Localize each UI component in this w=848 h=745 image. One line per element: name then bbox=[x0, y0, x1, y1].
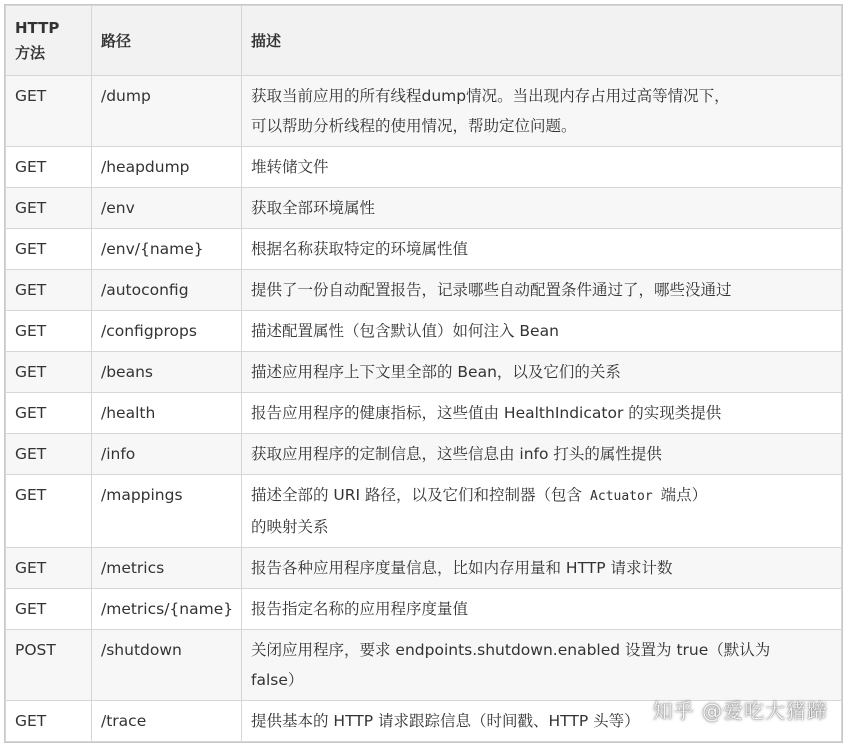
table-row bbox=[6, 270, 842, 311]
table-row bbox=[6, 548, 842, 589]
table-row bbox=[6, 589, 842, 630]
cell-method: GET bbox=[6, 270, 92, 311]
cell-method: GET bbox=[6, 434, 92, 475]
cell-method: GET bbox=[6, 311, 92, 352]
table-row bbox=[6, 630, 842, 701]
description-line: 获取当前应用的所有线程dump情况。当出现内存占用过高等情况下， bbox=[251, 87, 730, 105]
cell-description: 提供基本的 HTTP 请求跟踪信息（时间戳、HTTP 头等） bbox=[242, 701, 842, 742]
cell-method: GET bbox=[6, 352, 92, 393]
cell-method: GET bbox=[6, 475, 92, 548]
cell-path: /trace bbox=[92, 701, 242, 742]
header-row bbox=[6, 6, 842, 76]
cell-method: POST bbox=[6, 630, 92, 701]
cell-path: /configprops bbox=[92, 311, 242, 352]
cell-description: 描述应用程序上下文里全部的 Bean，以及它们的关系 bbox=[242, 352, 842, 393]
header-description: 描述 bbox=[242, 6, 842, 76]
cell-path: /beans bbox=[92, 352, 242, 393]
cell-description bbox=[242, 630, 842, 701]
cell-path: /heapdump bbox=[92, 147, 242, 188]
header-method bbox=[6, 6, 92, 76]
cell-method: GET bbox=[6, 147, 92, 188]
watermark: 知乎 @爱吃大猪蹄 bbox=[652, 699, 828, 723]
header-path: 路径 bbox=[92, 6, 242, 76]
cell-description bbox=[242, 76, 842, 147]
cell-path: /health bbox=[92, 393, 242, 434]
header-method-line1: HTTP bbox=[15, 18, 60, 37]
cell-method: GET bbox=[6, 76, 92, 147]
cell-method: GET bbox=[6, 701, 92, 742]
table-header bbox=[6, 6, 842, 76]
table-body bbox=[6, 76, 842, 742]
description-line: 关闭应用程序，要求 endpoints.shutdown.enabled 设置为 true（默认为 bbox=[251, 641, 771, 659]
cell-path: /metrics bbox=[92, 548, 242, 589]
cell-description: 获取应用程序的定制信息，这些信息由 info 打头的属性提供 bbox=[242, 434, 842, 475]
endpoint-table bbox=[5, 5, 842, 742]
cell-description: 根据名称获取特定的环境属性值 bbox=[242, 229, 842, 270]
table-row bbox=[6, 393, 842, 434]
cell-path: /dump bbox=[92, 76, 242, 147]
cell-method: GET bbox=[6, 589, 92, 630]
endpoint-table-container bbox=[4, 4, 843, 743]
cell-description: 获取全部环境属性 bbox=[242, 188, 842, 229]
table-row bbox=[6, 701, 842, 742]
table-row bbox=[6, 76, 842, 147]
cell-description: 报告应用程序的健康指标，这些值由 HealthIndicator 的实现类提供 bbox=[242, 393, 842, 434]
cell-path: /mappings bbox=[92, 475, 242, 548]
cell-description: 提供了一份自动配置报告，记录哪些自动配置条件通过了，哪些没通过 bbox=[242, 270, 842, 311]
table-row bbox=[6, 229, 842, 270]
cell-description bbox=[242, 475, 842, 548]
cell-path: /metrics/{name} bbox=[92, 589, 242, 630]
table-row bbox=[6, 434, 842, 475]
table-row bbox=[6, 147, 842, 188]
description-line-2: 的映射关系 bbox=[251, 518, 329, 536]
description-line-2: 可以帮助分析线程的使用情况，帮助定位问题。 bbox=[251, 117, 577, 135]
cell-description: 报告各种应用程序度量信息，比如内存用量和 HTTP 请求计数 bbox=[242, 548, 842, 589]
cell-method: GET bbox=[6, 393, 92, 434]
cell-method: GET bbox=[6, 548, 92, 589]
description-line: 描述全部的 URI 路径，以及它们和控制器（包含 bbox=[251, 486, 583, 504]
cell-path: /shutdown bbox=[92, 630, 242, 701]
cell-description: 描述配置属性（包含默认值）如何注入 Bean bbox=[242, 311, 842, 352]
description-line-2: false） bbox=[251, 671, 304, 689]
cell-path: /env/{name} bbox=[92, 229, 242, 270]
table-row bbox=[6, 311, 842, 352]
table-row bbox=[6, 188, 842, 229]
header-method-line2: 方法 bbox=[15, 43, 46, 62]
description-line-tail: 端点） bbox=[660, 486, 708, 504]
table-row bbox=[6, 475, 842, 548]
cell-path: /info bbox=[92, 434, 242, 475]
cell-method: GET bbox=[6, 188, 92, 229]
cell-method: GET bbox=[6, 229, 92, 270]
cell-description: 报告指定名称的应用程序度量值 bbox=[242, 589, 842, 630]
cell-path: /env bbox=[92, 188, 242, 229]
table-row bbox=[6, 352, 842, 393]
cell-description: 堆转储文件 bbox=[242, 147, 842, 188]
cell-path: /autoconfig bbox=[92, 270, 242, 311]
inline-code: Actuator bbox=[590, 489, 653, 504]
